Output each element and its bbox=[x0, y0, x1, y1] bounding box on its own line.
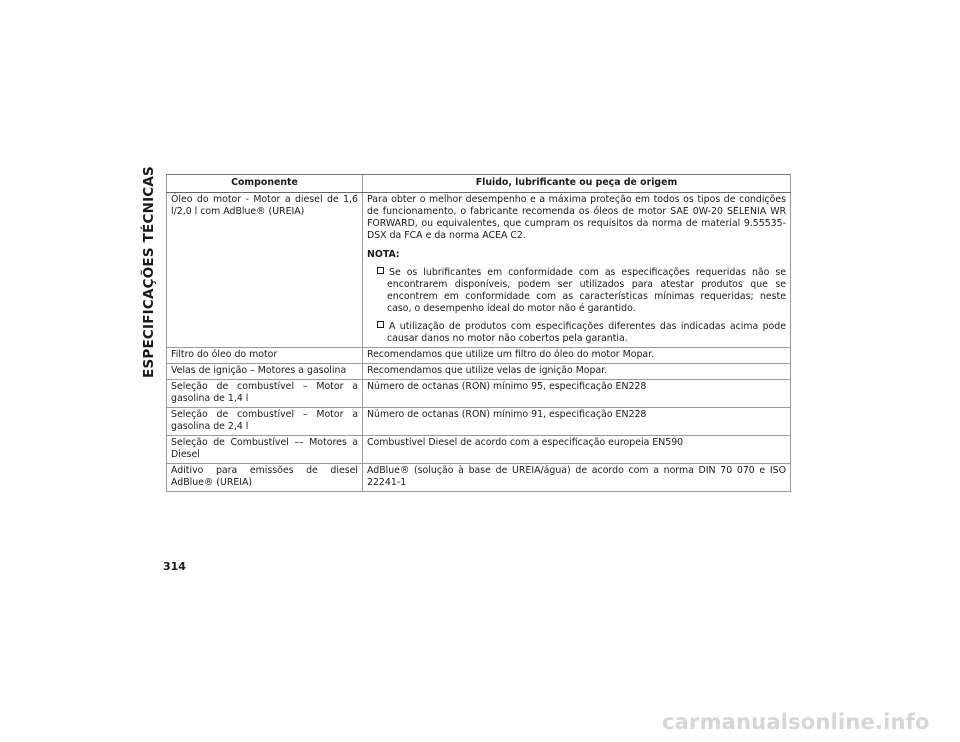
note-label: NOTA: bbox=[367, 249, 400, 260]
section-side-title bbox=[140, 166, 158, 378]
row-fluid: Número de octanas (RON) mínimo 95, especificação EN228 bbox=[363, 380, 791, 408]
note-item bbox=[377, 321, 786, 345]
row-fluid: Combustível Diesel de acordo com a especificação europeia EN590 bbox=[363, 436, 791, 464]
note-text: A utilização de produtos com especificações diferentes das indicadas acima pode causar danos no motor não cobertos pela garantia. bbox=[387, 321, 786, 344]
table-row bbox=[167, 464, 791, 492]
header-component: Componente bbox=[167, 175, 363, 193]
watermark-text[interactable]: carmanualsonline.info bbox=[662, 710, 930, 734]
note-text: Se os lubrificantes em conformidade com as especificações requeridas não se encontrarem disponíveis, podem ser utilizados para atestar produtos que se encontrem em conformidade com as características mínimas requeridas; neste caso, o desempenho ideal do motor não é garantido. bbox=[387, 267, 786, 314]
table-row bbox=[167, 348, 791, 364]
note-list bbox=[367, 267, 786, 345]
row-fluid: AdBlue® (solução à base de UREIA/água) de acordo com a norma DIN 70 070 e ISO 22241-1 bbox=[363, 464, 791, 492]
row-component: Aditivo para emissões de diesel AdBlue® (UREIA) bbox=[167, 464, 363, 492]
table-row bbox=[167, 364, 791, 380]
row-fluid: Recomendamos que utilize velas de ignição Mopar. bbox=[363, 364, 791, 380]
table-row bbox=[167, 408, 791, 436]
row-component: Seleção de Combustível –– Motores a Diesel bbox=[167, 436, 363, 464]
row-fluid bbox=[363, 193, 791, 348]
row-component: Óleo do motor - Motor a diesel de 1,6 l/2,0 l com AdBlue® (UREIA) bbox=[167, 193, 363, 348]
page-number: 314 bbox=[163, 560, 186, 573]
header-fluid: Fluido, lubrificante ou peça de origem bbox=[363, 175, 791, 193]
oil-description: Para obter o melhor desempenho e a máxima proteção em todos os tipos de condições de funcionamento, o fabricante recomenda os óleos de motor SAE 0W-20 SELENIA WR FORWARD, ou equivalentes, que cumpram os requisitos da norma de material 9.55535-DSX da FCA e da norma ACEA C2. bbox=[367, 194, 786, 241]
table-header-row bbox=[167, 175, 791, 193]
row-fluid: Número de octanas (RON) mínimo 91, especificação EN228 bbox=[363, 408, 791, 436]
row-component: Velas de ignição – Motores a gasolina bbox=[167, 364, 363, 380]
checkbox-square-icon bbox=[377, 267, 384, 274]
checkbox-square-icon bbox=[377, 321, 384, 328]
note-item bbox=[377, 267, 786, 315]
row-component: Seleção de combustível – Motor a gasolina de 2,4 l bbox=[167, 408, 363, 436]
table-row bbox=[167, 193, 791, 348]
table-row bbox=[167, 436, 791, 464]
specifications-table bbox=[166, 174, 791, 492]
row-component: Seleção de combustível – Motor a gasolina de 1,4 l bbox=[167, 380, 363, 408]
table-row bbox=[167, 380, 791, 408]
row-fluid: Recomendamos que utilize um filtro do óleo do motor Mopar. bbox=[363, 348, 791, 364]
row-component: Filtro do óleo do motor bbox=[167, 348, 363, 364]
section-title-text: ESPECIFICAÇÕES TÉCNICAS bbox=[141, 166, 157, 378]
